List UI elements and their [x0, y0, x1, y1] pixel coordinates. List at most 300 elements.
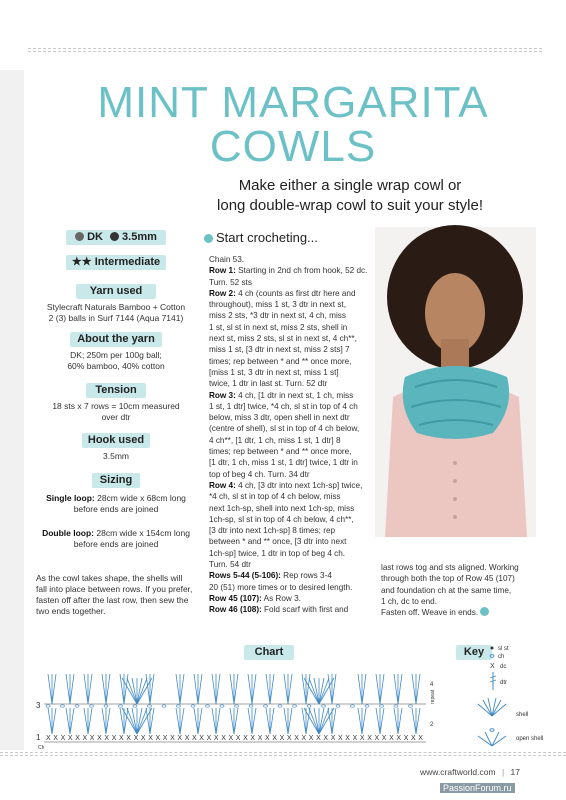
dtr-stitch-mark — [70, 708, 74, 734]
dtr-stitch-mark — [102, 708, 106, 734]
row-text: Starting in 2nd ch from hook, 52 dc. — [235, 266, 368, 276]
pattern-line — [209, 277, 377, 288]
dtr-stitch-mark — [394, 674, 398, 704]
repeat-label: repeat — [430, 689, 436, 704]
dtr-stitch-mark — [412, 708, 416, 734]
dtr-stitch-mark — [376, 708, 380, 734]
pattern-line — [209, 333, 377, 344]
shell-symbol — [478, 698, 506, 716]
watermark: PassionForum.ru — [440, 783, 515, 793]
pattern-line — [209, 390, 377, 401]
pattern-line — [209, 344, 377, 355]
dtr-stitch-mark — [332, 708, 336, 734]
dc-stitch-mark: X — [316, 735, 321, 742]
dtr-stitch-mark — [212, 674, 216, 704]
dc-stitch-mark: X — [235, 735, 241, 742]
page-footer — [420, 767, 520, 777]
top-divider — [28, 48, 542, 49]
text-line: through both the top of Row 45 (107) — [381, 574, 515, 584]
dc-stitch-mark: X — [301, 735, 307, 742]
text-line: 28cm wide x 68cm long — [97, 493, 186, 503]
hook-size: 3.5mm — [122, 231, 157, 243]
double-loop-text — [32, 528, 200, 550]
dtr-stitch-mark — [176, 674, 180, 704]
pattern-line — [209, 548, 377, 559]
row-text: 4 ch (counts as first dtr here and — [235, 288, 356, 298]
row-text: 1ch-sp] twice, 1 dtr in top of beg 4 ch. — [209, 548, 346, 558]
dc-stitch-mark: X — [323, 735, 329, 742]
dc-stitch-mark: X — [243, 735, 248, 742]
row-label: Row 45 (107): — [209, 593, 262, 603]
dtr-stitch-mark — [102, 674, 106, 704]
dc-stitch-mark: X — [381, 735, 387, 742]
row-text: top of beg 4 ch. Turn. 34 dtr — [209, 469, 310, 479]
chain-stitch-mark — [162, 705, 166, 707]
dc-stitch-mark: X — [184, 735, 190, 742]
section-heading: About the yarn — [70, 332, 162, 347]
dc-stitch-mark: X — [148, 735, 153, 742]
dtr-stitch-mark — [216, 674, 220, 704]
subtitle-line: long double-wrap cowl to suit your style! — [217, 197, 483, 214]
dtr-stitch-mark — [362, 708, 366, 734]
dtr-stitch-mark — [216, 708, 220, 734]
text-line: Stylecraft Naturals Bamboo + Cotton — [46, 302, 186, 312]
text-line: last rows tog and sts aligned. Working — [381, 563, 519, 572]
spec-badge — [66, 230, 166, 245]
dc-stitch-mark: X — [228, 735, 234, 742]
size-label: Single loop: — [46, 493, 95, 503]
pattern-line — [209, 265, 377, 276]
dc-stitch-mark: X — [126, 735, 131, 742]
bottom-divider — [0, 755, 566, 756]
chain-stitch-mark — [409, 705, 413, 707]
row-text: (centre of shell), sl st in top of 4 ch below, — [209, 424, 360, 434]
dc-stitch-mark: X — [60, 735, 66, 742]
pattern-line — [209, 299, 377, 310]
chain-stitch-mark — [351, 705, 355, 707]
dtr-stitch-mark — [120, 708, 124, 734]
dtr-stitch-mark — [270, 708, 274, 734]
size-label: Double loop: — [42, 528, 94, 538]
pattern-line — [209, 254, 377, 265]
dc-stitch-mark: X — [140, 735, 146, 742]
row-text: twice, 1 dtr in last st. Turn. 52 dtr — [209, 379, 328, 389]
dtr-stitch-mark — [252, 674, 256, 704]
chain-stitch-mark — [61, 705, 65, 707]
dtr-stitch-mark — [416, 708, 420, 734]
dc-stitch-mark: X — [294, 735, 299, 742]
dc-stitch-mark: X — [89, 735, 95, 742]
footer-separator: | — [501, 767, 505, 777]
text-line: 1 ch, dc to end. — [381, 596, 437, 606]
dc-symbol: X — [490, 663, 495, 670]
chain-stitch-mark — [90, 705, 94, 707]
dtr-stitch-mark — [88, 674, 92, 704]
pattern-line — [209, 604, 377, 615]
pattern-line — [209, 582, 377, 593]
dtr-stitch-mark — [194, 708, 198, 734]
pattern-line — [209, 446, 377, 457]
dtr-stitch-mark — [376, 674, 380, 704]
text-line: before ends are joined — [73, 504, 159, 514]
chain-stitch-mark — [249, 705, 253, 707]
chain-stitch-mark — [133, 705, 137, 707]
text-line: two ends together. — [36, 606, 106, 616]
dc-stitch-mark: X — [403, 735, 409, 742]
text-line: 28cm wide x 154cm long — [96, 528, 190, 538]
dtr-stitch-mark — [416, 674, 420, 704]
hook-icon — [110, 232, 119, 241]
dtr-stitch-mark — [398, 674, 402, 704]
row-text: 20 (51) more times or to desired length. — [209, 582, 353, 592]
pattern-line — [209, 514, 377, 525]
row-text: [1 dtr, 1 ch, miss 1 st, 1 dtr] twice, 1 dtr in — [209, 458, 358, 468]
dc-stitch-mark: X — [97, 735, 102, 742]
pattern-heading-text: Start crocheting... — [216, 230, 318, 245]
open-shell-symbol — [478, 729, 506, 746]
shell-stitch-mark — [127, 708, 137, 734]
dtr-stitch-mark — [176, 708, 180, 734]
about-yarn-text — [32, 350, 200, 372]
pattern-line — [209, 491, 377, 502]
dc-stitch-mark: X — [345, 735, 350, 742]
row-text: Turn. 54 dtr — [209, 560, 252, 570]
shell-stitch-mark — [127, 678, 137, 704]
chain-stitch-mark — [322, 705, 326, 707]
shell-stitch-mark — [319, 678, 329, 704]
page-title: COWLS — [209, 122, 377, 171]
text-line: fall into place between rows. If you prefer, — [36, 584, 193, 594]
dc-stitch-mark: X — [75, 735, 80, 742]
section-heading: Tension — [86, 383, 146, 398]
dtr-stitch-mark — [380, 708, 384, 734]
dc-stitch-mark: X — [155, 735, 161, 742]
page-title: MINT MARGARITA — [97, 78, 489, 127]
page-margin-strip — [0, 70, 24, 750]
row-text: *4 ch, sl st in top of 4 ch below, miss — [209, 492, 341, 502]
dc-stitch-mark: X — [250, 735, 256, 742]
text-line: before ends are joined — [73, 539, 159, 549]
chain-stitch-mark — [220, 705, 224, 707]
dtr-stitch-mark — [106, 708, 110, 734]
chain-stitch-mark — [380, 705, 384, 707]
row-text: Chain 53. — [209, 255, 245, 264]
page-number: 17 — [510, 767, 521, 777]
dc-stitch-mark: X — [389, 735, 394, 742]
subtitle-line: Make either a single wrap cowl or — [238, 177, 462, 194]
pattern-line — [209, 480, 377, 491]
row-text: next 1ch-sp, shell into next 1ch-sp, miss — [209, 503, 355, 513]
dtr-stitch-mark — [270, 674, 274, 704]
dtr-stitch-mark — [180, 708, 184, 734]
row-label: Row 4: — [209, 480, 236, 490]
dtr-stitch-mark — [84, 674, 88, 704]
pattern-line — [209, 378, 377, 389]
key-label: dtr — [500, 680, 508, 686]
dc-stitch-mark: X — [67, 735, 73, 742]
chain-stitch-mark — [365, 705, 369, 707]
chain-stitch-mark — [307, 705, 311, 707]
chain-stitch-mark — [206, 705, 210, 707]
dc-stitch-mark: X — [111, 735, 117, 742]
section-heading: Hook used — [82, 433, 150, 448]
row-text: times; rep between * and ** once more, — [209, 356, 352, 366]
dtr-stitch-mark — [150, 708, 154, 734]
section-heading: Yarn used — [76, 284, 156, 299]
row-number-label: 3 — [36, 701, 41, 710]
row-number-label: 1 — [36, 733, 41, 742]
dtr-stitch-mark — [230, 708, 234, 734]
dtr-stitch-mark — [66, 674, 70, 704]
dc-stitch-mark: X — [396, 735, 402, 742]
dc-stitch-mark: X — [46, 735, 51, 742]
dc-stitch-mark: X — [199, 735, 204, 742]
row-label: Row 3: — [209, 390, 236, 400]
level-badge — [66, 255, 166, 270]
row-text: Fold scarf with first and — [261, 605, 349, 615]
chain-stitch-mark — [336, 705, 340, 707]
sl-st-symbol — [491, 647, 494, 650]
row-text: times; rep between * and ** once more, — [209, 447, 352, 457]
key-heading: Key — [456, 645, 492, 660]
dc-stitch-mark: X — [418, 735, 423, 742]
dtr-stitch-mark — [66, 708, 70, 734]
dtr-stitch-mark — [88, 708, 92, 734]
row-text: miss 2 sts, *3 dtr in next st, 4 ch, miss — [209, 311, 346, 321]
bullet-icon — [204, 234, 213, 243]
pattern-line — [209, 401, 377, 412]
text-line: DK; 250m per 100g ball; — [70, 350, 162, 360]
row-text: between * and ** once, [3 dtr into next — [209, 537, 347, 547]
pattern-continuation — [381, 562, 551, 618]
chain-stitch-mark — [104, 705, 108, 707]
key-label: shell — [516, 712, 529, 718]
dtr-stitch-mark — [284, 708, 288, 734]
dtr-stitch-mark — [230, 674, 234, 704]
stitch-chart-diagram — [32, 660, 437, 750]
pattern-line — [209, 469, 377, 480]
dc-stitch-mark: X — [177, 735, 183, 742]
chain-stitch-mark — [46, 705, 50, 707]
row-text: 1 st, 1 dtr] twice, *4 ch, sl st in top of 4 ch — [209, 401, 358, 411]
pattern-line — [209, 457, 377, 468]
dc-stitch-mark: X — [338, 735, 343, 742]
dtr-stitch-mark — [52, 708, 56, 734]
dtr-stitch-mark — [84, 708, 88, 734]
pattern-line — [209, 367, 377, 378]
dtr-stitch-mark — [194, 674, 198, 704]
dtr-stitch-mark — [266, 708, 270, 734]
pattern-line — [209, 310, 377, 321]
row-text: 1 st, sl st in next st, miss 2 sts, shell in — [209, 322, 348, 332]
pattern-line — [209, 536, 377, 547]
dtr-stitch-mark — [362, 674, 366, 704]
chain-stitch-mark — [293, 705, 297, 707]
dtr-stitch-mark — [412, 674, 416, 704]
row-text: next st, miss 2 sts, sl st in next st, 4 ch**, — [209, 334, 357, 344]
pattern-line — [209, 412, 377, 423]
dc-stitch-mark: X — [359, 735, 365, 742]
tension-text — [32, 401, 200, 423]
shell-stitch-mark — [309, 678, 319, 704]
dc-stitch-mark: X — [279, 735, 285, 742]
text-line: fasten off after the last row, then sew the — [36, 595, 189, 605]
row-number-label: 2 — [430, 722, 434, 728]
dtr-stitch-mark — [48, 674, 52, 704]
dc-stitch-mark: X — [286, 735, 292, 742]
model-photo — [375, 227, 536, 537]
pattern-line — [209, 559, 377, 570]
stitch-chart — [32, 660, 437, 750]
shell-stitch-mark — [309, 708, 319, 734]
section-heading: Sizing — [92, 473, 140, 488]
pattern-line — [209, 525, 377, 536]
dc-stitch-mark: X — [82, 735, 88, 742]
dc-stitch-mark: X — [221, 735, 226, 742]
yarn-ball-icon — [75, 232, 84, 241]
shell-stitch-mark — [319, 708, 329, 734]
row-text: throughout), miss 1 st, 3 dtr in next st, — [209, 300, 346, 310]
chain-stitch-mark — [177, 705, 181, 707]
chain-label: Ch — [38, 745, 45, 751]
dtr-stitch-mark — [198, 674, 202, 704]
pattern-heading — [204, 230, 318, 245]
bottom-divider — [0, 752, 566, 753]
single-loop-text — [32, 493, 200, 515]
dtr-stitch-mark — [252, 708, 256, 734]
top-divider — [28, 51, 542, 52]
end-bullet-icon — [480, 607, 489, 616]
row-text: [3 dtr into next 1ch-sp] 8 times; rep — [209, 526, 336, 536]
dc-stitch-mark: X — [352, 735, 358, 742]
row-text: Rep rows 3-4 — [280, 571, 332, 581]
dtr-stitch-mark — [180, 674, 184, 704]
dc-stitch-mark: X — [272, 735, 277, 742]
subtitle — [140, 176, 560, 216]
dtr-stitch-mark — [288, 708, 292, 734]
dc-stitch-mark: X — [192, 735, 197, 742]
pattern-line — [209, 503, 377, 514]
chain-stitch-mark — [119, 705, 123, 707]
hook-text: 3.5mm — [103, 451, 129, 461]
key-label: sl st — [498, 646, 509, 652]
row-text: [miss 1 st, 3 dtr in next st, miss 1 st] — [209, 367, 339, 377]
row-label: Row 46 (108): — [209, 605, 262, 615]
yarn-used-text — [32, 302, 200, 324]
text-line: over dtr — [101, 412, 131, 422]
text-line: As the cowl takes shape, the shells will — [36, 573, 183, 583]
dc-stitch-mark: X — [367, 735, 372, 742]
row-text: 4 ch, [3 dtr into next 1ch-sp] twice, — [235, 480, 363, 490]
chain-stitch-mark — [148, 705, 152, 707]
dtr-stitch-mark — [106, 674, 110, 704]
row-text: Turn. 52 sts — [209, 277, 252, 287]
dc-stitch-mark: X — [308, 735, 314, 742]
row-text: 4 ch, [1 dtr in next st, 1 ch, miss — [235, 390, 354, 400]
chain-stitch-mark — [394, 705, 398, 707]
dc-stitch-mark: X — [133, 735, 139, 742]
pattern-line — [209, 322, 377, 333]
dtr-stitch-mark — [394, 708, 398, 734]
key-label: dc — [500, 664, 507, 670]
text-line: 60% bamboo, 40% cotton — [67, 361, 165, 371]
dc-stitch-mark: X — [104, 735, 110, 742]
dtr-stitch-mark — [234, 674, 238, 704]
dc-stitch-mark: X — [162, 735, 168, 742]
key-label: ch — [498, 654, 505, 660]
dc-stitch-mark: X — [374, 735, 380, 742]
row-label: Row 1: — [209, 266, 236, 276]
text-line: 18 sts x 7 rows = 10cm measured — [52, 401, 180, 411]
row-text: below, miss 3 dtr, open shell in next dtr — [209, 413, 350, 423]
dtr-stitch-mark — [212, 708, 216, 734]
pattern-line — [209, 423, 377, 434]
chain-stitch-mark — [191, 705, 195, 707]
level-label: Intermediate — [94, 256, 161, 268]
pattern-line — [209, 570, 377, 581]
model-wearing-cowl-image — [375, 227, 536, 537]
row-text: 4 ch**, [1 dtr, 1 ch, miss 1 st, 1 dtr] 8 — [209, 435, 341, 445]
pattern-instructions — [209, 254, 377, 616]
dc-stitch-mark: X — [119, 735, 124, 742]
row-text: As Row 3. — [261, 593, 301, 603]
dc-stitch-mark: X — [411, 735, 416, 742]
star-icon: ★★ — [71, 256, 92, 268]
pattern-line — [209, 288, 377, 299]
dtr-stitch-mark — [284, 674, 288, 704]
note-text — [36, 573, 206, 617]
dtr-stitch-mark — [248, 674, 252, 704]
dc-stitch-mark: X — [265, 735, 270, 742]
shell-stitch-mark — [137, 678, 147, 704]
dtr-stitch-mark — [266, 674, 270, 704]
dtr-stitch-mark — [398, 708, 402, 734]
dtr-stitch-mark — [48, 708, 52, 734]
dc-stitch-mark: X — [330, 735, 336, 742]
dtr-stitch-mark — [248, 708, 252, 734]
dc-stitch-mark: X — [53, 735, 58, 742]
pattern-line — [209, 435, 377, 446]
dc-stitch-mark: X — [170, 735, 175, 742]
text-line: Fasten off. Weave in ends. — [381, 608, 479, 618]
chain-stitch-mark — [278, 705, 282, 707]
dtr-stitch-mark — [302, 708, 306, 734]
dc-stitch-mark: X — [257, 735, 263, 742]
row-text: 1ch-sp, sl st in top of 4 ch below, 4 ch**, — [209, 514, 354, 524]
dtr-stitch-mark — [198, 708, 202, 734]
yarn-weight: DK — [87, 231, 103, 243]
dc-stitch-mark: X — [213, 735, 219, 742]
footer-site[interactable]: www.craftworld.com — [420, 767, 496, 777]
row-number-label: 4 — [430, 682, 434, 688]
pattern-line — [209, 593, 377, 604]
text-line: and foundation ch at the same time, — [381, 585, 512, 595]
dtr-stitch-mark — [70, 674, 74, 704]
dtr-stitch-mark — [52, 674, 56, 704]
chain-stitch-mark — [75, 705, 79, 707]
chart-heading: Chart — [244, 645, 294, 660]
row-label: Row 2: — [209, 288, 236, 298]
chain-stitch-mark — [264, 705, 268, 707]
dtr-stitch-mark — [380, 674, 384, 704]
text-line: 2 (3) balls in Surf 7144 (Aqua 7141) — [48, 313, 184, 323]
shell-stitch-mark — [137, 708, 147, 734]
dtr-stitch-mark — [358, 674, 362, 704]
key-label: open shell — [516, 736, 544, 742]
chain-stitch-mark — [235, 705, 239, 707]
dc-stitch-mark: X — [206, 735, 212, 742]
dtr-stitch-mark — [358, 708, 362, 734]
